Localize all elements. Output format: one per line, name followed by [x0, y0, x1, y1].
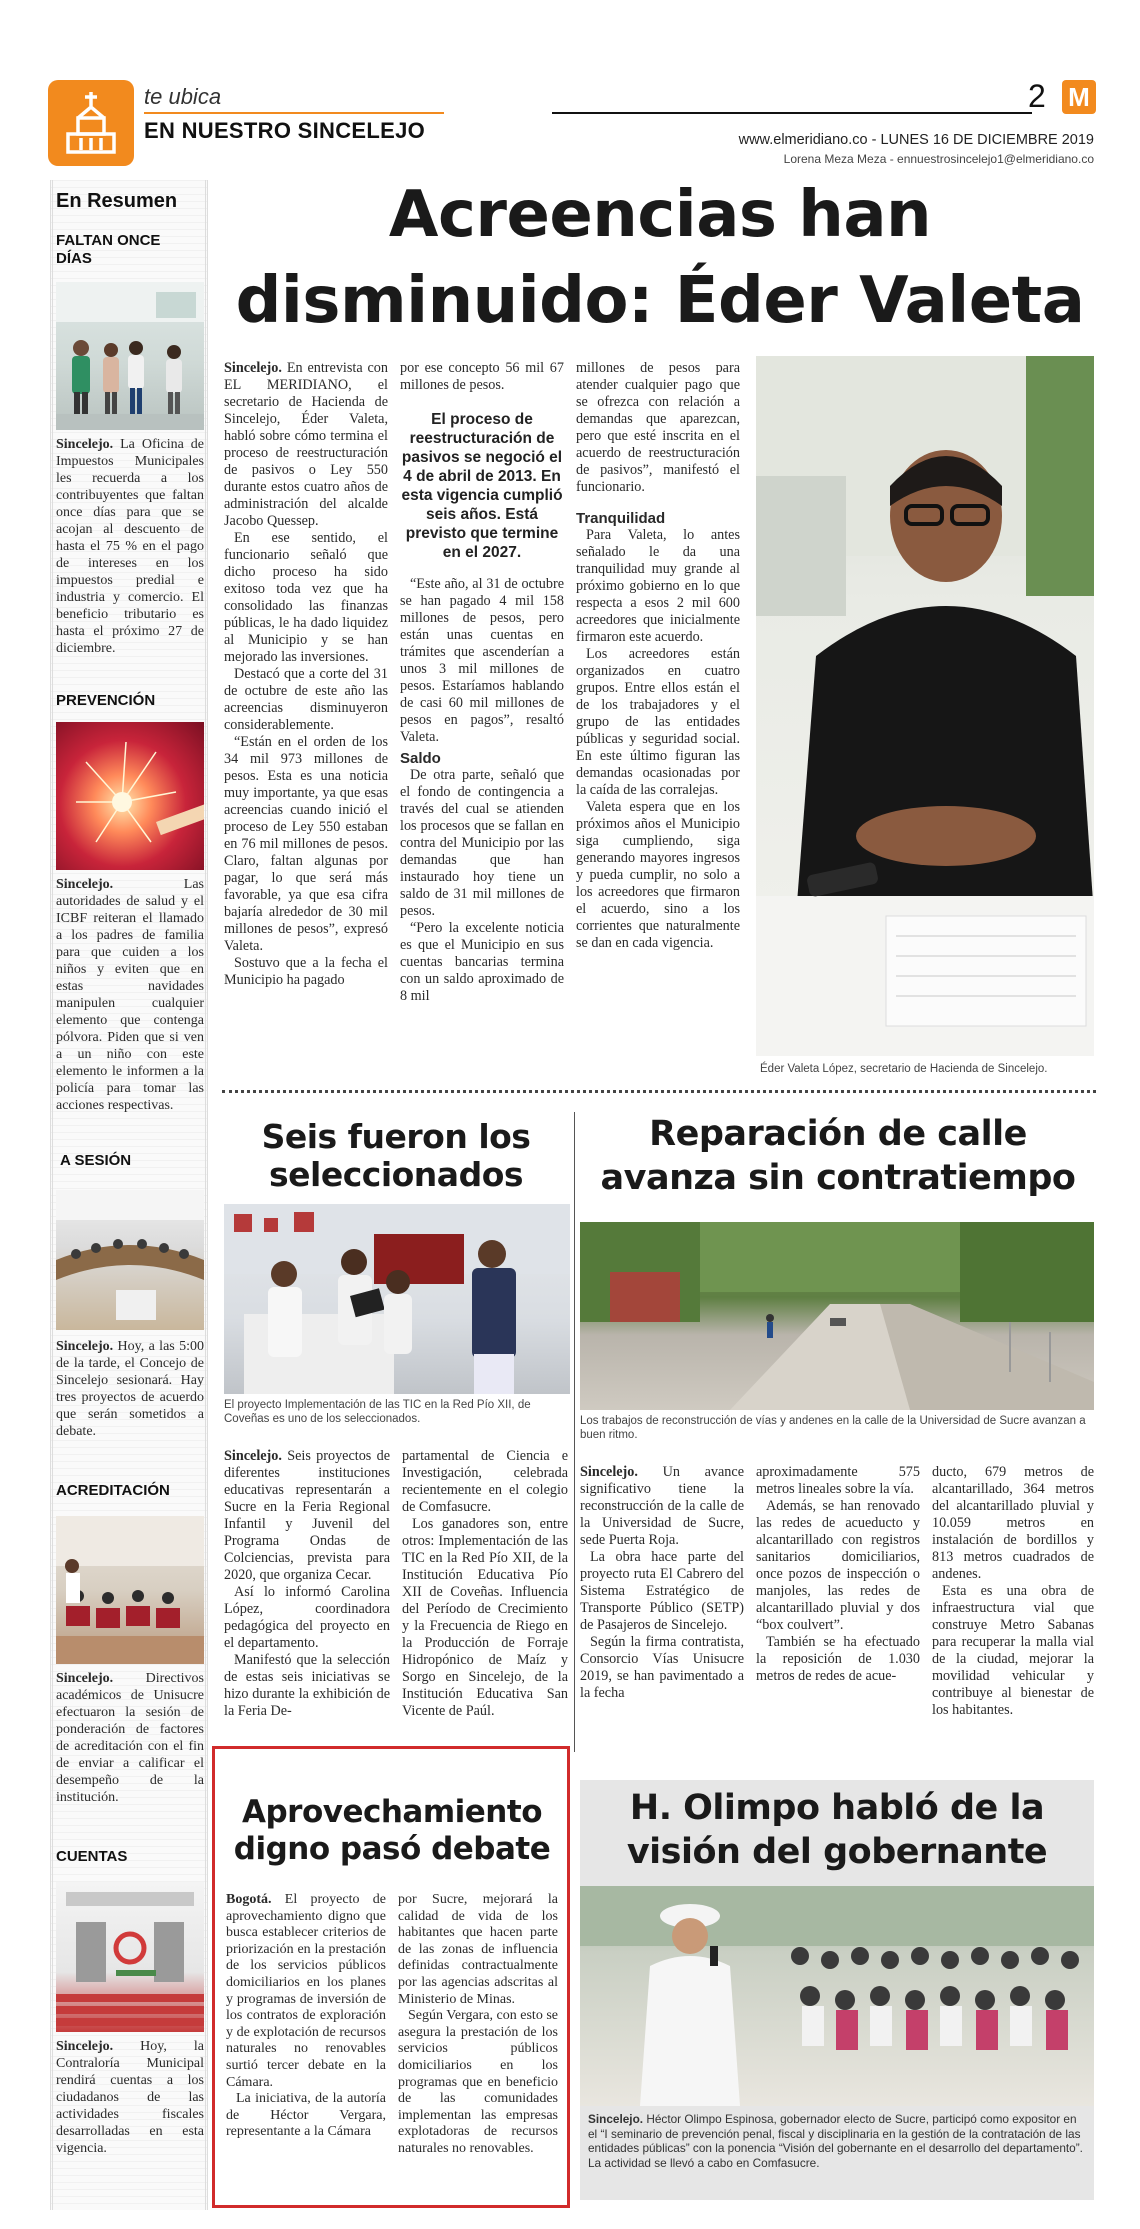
main-story-paragraph: Para Valeta, lo antes señalado le da una tranquilidad muy grande al próximo gobierno en lo que respecta a esos 2 mil 600 acreedores que inicialmente firmaron este acuerdo.	[576, 527, 740, 645]
main-story-column-1	[224, 360, 388, 989]
sidebar-photo-fireworks	[56, 722, 204, 870]
main-story-column-2	[400, 360, 564, 1005]
main-headline-line-2: disminuido: Éder Valeta	[235, 264, 1085, 338]
main-story-paragraph: millones de pesos para atender cualquier pago que se ofrezca con relación a demandas que aparezcan, pero que esté inscrita en el acuerdo de reestructuración de pasivos”, manifestó el funcionario.	[576, 360, 740, 495]
sidebar-item-text	[56, 1338, 204, 1440]
brand-logo-letter: M	[1068, 82, 1090, 112]
main-story-paragraph: Destacó que a corte del 31 de octubre de este año las acreencias disminuyeron considerablemente.	[224, 666, 388, 733]
sidebar-item-text	[56, 1670, 204, 1806]
street-photo-road	[580, 1222, 1094, 1410]
street-headline: Reparación de calle avanza sin contratiempo	[600, 1114, 1076, 1198]
pull-quote: El proceso de reestructuración de pasivos se negoció el 4 de abril de 2013. En esta vigencia cumplió seis años. Está previsto que termine en el 2027.	[401, 411, 563, 561]
main-story-paragraph: En entrevista con EL MERIDIANO, el secretario de Hacienda de Sincelejo, Éder Valeta, habló sobre cómo termina el proceso de reestructuración de pasivos o Ley 550 durante estos cuatro años de administración del alcalde Jacobo Quessep.	[224, 360, 388, 529]
page-number: 2	[1028, 78, 1046, 114]
main-headline-line-1	[222, 178, 1098, 252]
selected-headline: Seis fueron los seleccionados	[261, 1117, 531, 1194]
main-story-paragraph: Valeta espera que en los próximos años el Municipio siga cumpliendo, siga generando mayores ingresos y pueda cumplir, no solo a los acreedores que firmaron el acuerdo, sino a los corrientes que naturalmente se dan en cada vigencia.	[576, 799, 740, 951]
column-divider	[574, 1112, 575, 1752]
sidebar-item-place: Sincelejo.	[56, 877, 114, 892]
main-story-paragraph: “Pero la excelente noticia es que el Municipio en sus cuentas bancarias termina con un saldo aproximado de 8 mil	[400, 920, 564, 1004]
section-rule	[144, 112, 444, 114]
selected-photo-caption: El proyecto Implementación de las TIC en la Red Pío XII, de Coveñas es uno de los seleccionados.	[224, 1399, 531, 1425]
main-story-paragraph: De otra parte, señaló que el fondo de contingencia a través del cual se atienden los procesos que se fallan en contra del Municipio por las demandas que han instaurado hoy tiene un saldo de 31 mil millones de pesos.	[400, 767, 564, 919]
sidebar-item-place: Sincelejo.	[56, 437, 114, 452]
debate-story-paragraph: La iniciativa, de la autoría de Héctor Vergara, representante a la Cámara	[226, 2091, 386, 2140]
street-story-paragraph: ducto, 679 metros de alcantarillado, 364 metros del alcantarillado pluvial y 10.059 metros en instalación de bordillos y 813 metros cuadrados de andenes.	[932, 1464, 1094, 1582]
section-big-label: EN NUESTRO SINCELEJO	[144, 118, 426, 143]
street-story-paragraph: aproximadamente 575 metros lineales sobre la vía.	[756, 1464, 920, 1497]
street-story-paragraph: La obra hace parte del proyecto ruta El Cabrero del Sistema Estratégico de Transporte Público (SETP) de Pasajeros de Sincelejo.	[580, 1549, 744, 1633]
section-logo-box	[48, 80, 134, 166]
main-story-paragraph: por ese concepto 56 mil 67 millones de pesos.	[400, 360, 564, 393]
sidebar-item-title: FALTAN ONCE DÍAS	[56, 232, 161, 267]
sidebar-photo-contraloria	[56, 1882, 204, 2032]
street-story-paragraph: Un avance significativo tiene la reconstrucción de la calle de la Universidad de Sucre, sede Puerta Roja.	[580, 1464, 744, 1548]
debate-headline: Aprovechamiento digno pasó debate	[233, 1794, 551, 1867]
debate-story-paragraph: por Sucre, mejorará la calidad de vida de los habitantes que hacen parte de las zonas de influencia definidas contractualmente por las agencias adscritas al Ministerio de Minas.	[398, 1892, 558, 2007]
main-story-paragraph: Los acreedores están organizados en cuatro grupos. Entre ellos están el de los trabajadores y el grupo de las entidades públicas y seguridad social. En este último figuran las demandas ocasionadas por la caída de las corralejas.	[576, 646, 740, 798]
church-icon	[48, 80, 134, 166]
olimpo-headline: H. Olimpo habló de la visión del gobernante	[626, 1788, 1048, 1872]
selected-story-paragraph: Seis proyectos de diferentes instituciones educativas representarán a Sucre en la Feria Regional Infantil y Juvenil del Programa Ondas de Colciencias, prevista para 2020, que organiza Cecar.	[224, 1448, 390, 1583]
main-story-subhead: Tranquilidad	[576, 510, 666, 527]
olimpo-photo-seminar	[580, 1886, 1094, 2106]
sidebar-item-text	[56, 876, 204, 1114]
debate-story-column-1	[226, 1892, 386, 2141]
section-small-label: te ubica	[144, 84, 222, 109]
sidebar-item-place: Sincelejo.	[56, 1339, 114, 1354]
header-rule	[552, 112, 1032, 114]
main-photo-valeta	[756, 356, 1094, 1056]
sidebar-item-body: Hoy, la Contraloría Municipal rendirá cuentas a los ciudadanos de las actividades fiscales desarrolladas en esta vigencia.	[56, 2039, 204, 2156]
olimpo-caption-text: Héctor Olimpo Espinosa, gobernador electo de Sucre, participó como expositor en el “I seminario de prevención penal, fiscal y disciplinaria en la gestión de la contratación de las entidades públicas” con la ponencia “Visión del gobernante en el desarrollo del departamento”. La actividad se llevó a cabo en Comfasucre.	[588, 2112, 1083, 2170]
main-story-paragraph: “Están en el orden de los 34 mil 973 millones de pesos. Esta es una noticia muy importante, ya que esas acreencias cuando inició el proceso de Ley 550 estaban en 76 mil millones de pesos. Claro, faltan algunas por pagar, lo que será más favorable, ya que esa cifra bajaría alrededor de 30 mil millones de pesos”, expresó Valeta.	[224, 734, 388, 954]
section-divider	[222, 1090, 1096, 1093]
sidebar-item-place: Sincelejo.	[56, 2039, 114, 2054]
sidebar-item-body: Hoy, a las 5:00 de la tarde, el Concejo de Sincelejo sesionará. Hay tres proyectos de acuerdo que serán sometidos a debate.	[56, 1339, 204, 1439]
street-story-column-1	[580, 1464, 744, 1702]
selected-story-paragraph: Así lo informó Carolina López, coordinadora pedagógica del proyecto en el departamento.	[224, 1584, 390, 1651]
street-story-paragraph: También se ha efectuado la reposición de 1.030 metros de redes de acue-	[756, 1634, 920, 1684]
main-story-column-3	[576, 360, 740, 952]
sidebar-item-text	[56, 436, 204, 657]
street-story-paragraph: Según la firma contratista, Consorcio Vías Unisucre 2019, se han pavimentado a la fecha	[580, 1634, 744, 1701]
main-story-paragraph: “Este año, al 31 de octubre se han pagado 4 mil 158 millones de pesos, pero están unas cuentas en trámites que ascenderían a unos 3 mil millones de pesos. Estaríamos hablando de casi 60 mil millones de pesos en pagos”, resaltó Valeta.	[400, 576, 564, 745]
street-story-column-2	[756, 1464, 920, 1685]
main-headline-text-1: Acreencias han	[388, 178, 932, 252]
main-photo-caption: Éder Valeta López, secretario de Hacienda de Sincelejo.	[760, 1063, 1048, 1075]
olimpo-caption-place: Sincelejo.	[588, 2112, 644, 2126]
street-story-column-3	[932, 1464, 1094, 1719]
street-story-paragraph: Esta es una obra de infraestructura vial que construye Metro Sabanas para recuperar la malla vial de la ciudad, mejorar la movilidad vehicular y contribuye al bienestar de los habitantes.	[932, 1583, 1094, 1718]
sidebar-item-title: CUENTAS	[56, 1848, 128, 1865]
sidebar-item-title: ACREDITACIÓN	[56, 1482, 170, 1499]
street-story-paragraph: Además, se han renovado las redes de acueducto y alcantarillado con registros sanitarios domiciliarios, once pozos de inspección o manjoles, las redes de alcantarillado pluvial y dos “box coulvert”.	[756, 1498, 920, 1633]
sidebar-item-text	[56, 2038, 204, 2157]
sidebar-title: En Resumen	[56, 190, 178, 212]
debate-story-place: Bogotá.	[226, 1892, 272, 1907]
selected-story-paragraph: Los ganadores son, entre otros: Implementación de las TIC en la Red Pío XII, de la Institución Educativa Pío XII de Coveñas. Influencia del Período de Crecimiento y la Frecuencia de Riego en la Producción de Forraje Hidropónico de Maíz y Sorgo en Sincelejo, de la Institución Educativa San Vicente de Paúl.	[402, 1516, 568, 1719]
street-photo-caption: Los trabajos de reconstrucción de vías y andenes en la calle de la Universidad de Sucre avanzan a buen ritmo.	[580, 1415, 1086, 1441]
sidebar-item-body: Las autoridades de salud y el ICBF reiteran el llamado a los padres de familia para que cuiden a los niños y eviten que en estas navidades manipulen cualquier elemento que contenga pólvora. Piden que si ven a un niño con este elemento le informen a la policía para tomar las acciones respectivas.	[56, 877, 204, 1113]
debate-story-paragraph: El proyecto de aprovechamiento digno que busca establecer criterios de priorización en la prestación de los servicios públicos domiciliarios en los planes y programas de inversión de los contratos de exploración y de explotación de recursos naturales no renovables surtió tercer debate en la Cámara.	[226, 1892, 386, 2090]
brand-logo	[1062, 80, 1096, 114]
selected-story-column-2	[402, 1448, 568, 1720]
selected-story-paragraph: partamental de Ciencia e Investigación, celebrada recientemente en el colegio de Comfasucre.	[402, 1448, 568, 1515]
sidebar-item-title: A SESIÓN	[60, 1152, 132, 1169]
olimpo-photo-caption	[588, 2112, 1088, 2170]
street-story-place: Sincelejo.	[580, 1464, 638, 1480]
sidebar-item-place: Sincelejo.	[56, 1671, 114, 1686]
selected-story-column-1	[224, 1448, 390, 1720]
sidebar-item-body: Directivos académicos de Unisucre efectuaron la sesión de ponderación de factores de acreditación con el fin de enviar a calificar el desempeño de la institución.	[56, 1671, 204, 1805]
selected-story-place: Sincelejo.	[224, 1448, 282, 1464]
main-story-paragraph: En ese sentido, el funcionario señaló que dicho proceso ha sido exitoso toda vez que ha consolidado las finanzas públicas, le ha dado liquidez al Municipio y se han mejorado las inversiones.	[224, 530, 388, 665]
debate-story-paragraph: Según Vergara, con esto se asegura la prestación de los servicios públicos domiciliarios en los programas que en beneficio de las comunidades implementan las empresas explotadoras de recursos naturales no renovables.	[398, 2008, 558, 2156]
selected-photo-students	[224, 1204, 570, 1394]
site-date: www.elmeridiano.co - LUNES 16 DE DICIEMBRE 2019	[738, 132, 1094, 148]
byline: Lorena Meza Meza - ennuestrosincelejo1@elmeridiano.co	[783, 152, 1094, 166]
selected-story-paragraph: Manifestó que la selección de estas seis iniciativas se hizo durante la exhibición de la Feria De-	[224, 1652, 390, 1719]
sidebar-photo-office	[56, 282, 204, 430]
sidebar-item-body: La Oficina de Impuestos Municipales les recuerda a los contribuyentes que faltan once días para que se acojan al descuento de hasta el 75 % en el pago de intereses en los impuestos predial e industria y comercio. El beneficio tributario es hasta el próximo 27 de diciembre.	[56, 437, 204, 656]
debate-story-column-2	[398, 1892, 558, 2158]
main-story-place: Sincelejo.	[224, 360, 282, 376]
main-story-paragraph: Sostuvo que a la fecha el Municipio ha pagado	[224, 955, 388, 988]
sidebar-item-title: PREVENCIÓN	[56, 692, 156, 709]
sidebar-photo-university	[56, 1516, 204, 1664]
main-story-subhead: Saldo	[400, 750, 441, 767]
sidebar-photo-council	[56, 1190, 204, 1330]
